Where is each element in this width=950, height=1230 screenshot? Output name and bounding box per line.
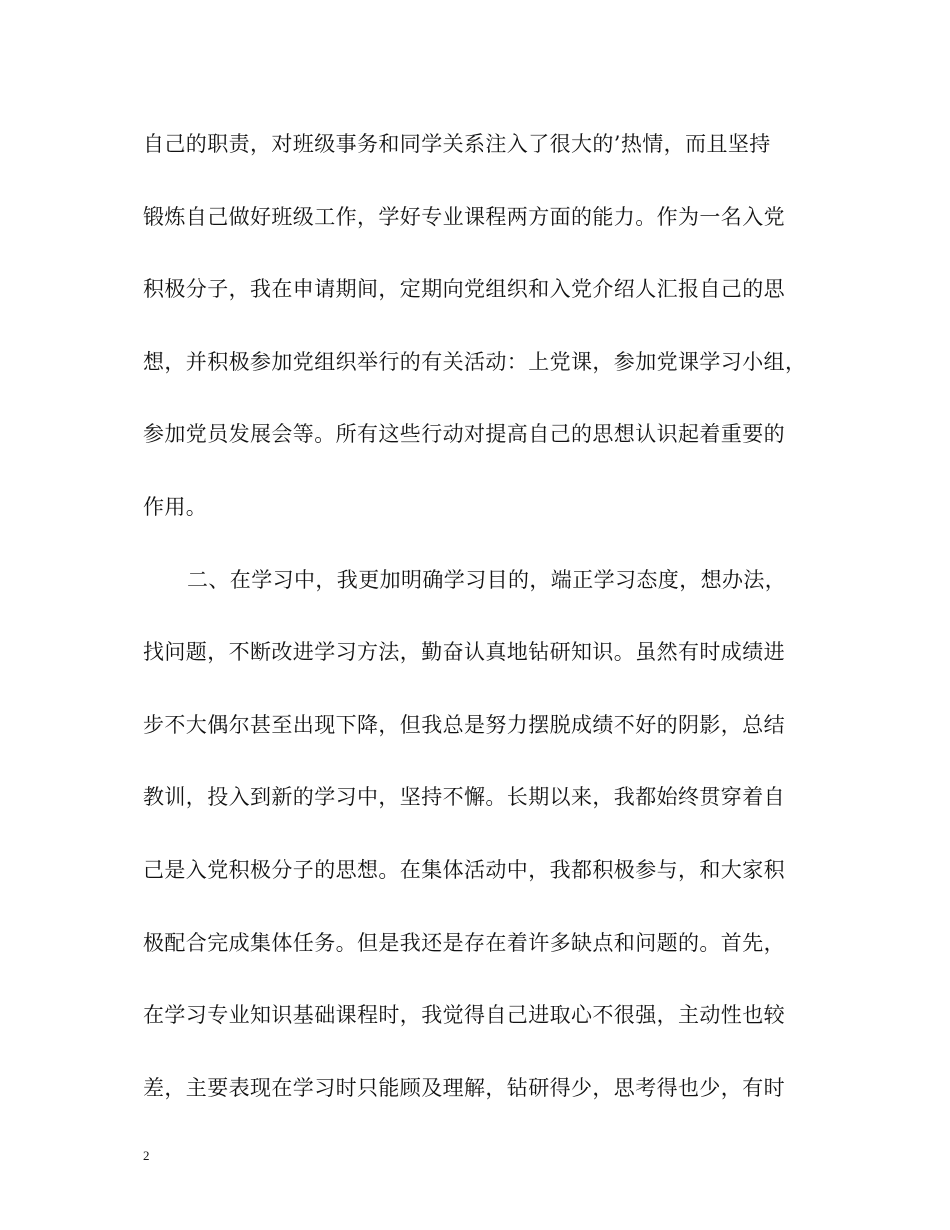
text-line: 想，并积极参加党组织举行的有关活动：上党课，参加党课学习小组， [143,349,807,374]
text-line: 参加党员发展会等。所有这些行动对提高自己的思想认识起着重要的 [143,422,785,447]
text-line: 锻炼自己做好班级工作，学好专业课程两方面的能力。作为一名入党 [143,204,785,229]
text-line: 在学习专业知识基础课程时，我觉得自己进取心不很强，主动性也较 [143,1003,785,1028]
body-text [143,124,823,1140]
page-number: 2 [143,1148,150,1163]
text-line: 积极分子，我在申请期间，定期向党组织和入党介绍人汇报自己的思 [143,277,785,302]
text-line: 己是入党积极分子的思想。在集体活动中，我都积极参与，和大家积 [143,857,785,882]
paragraph-start-line: 二、在学习中，我更加明确学习目的，端正学习态度，想办法， [187,567,787,592]
text-line: 自己的职责，对班级事务和同学关系注入了很大的’热情，而且坚持 [143,132,771,156]
text-line: 找问题，不断改进学习方法，勤奋认真地钻研知识。虽然有时成绩进 [143,640,785,665]
text-line: 极配合完成集体任务。但是我还是存在着许多缺点和问题的。首先， [143,930,785,955]
text-line: 作用。 [143,494,208,519]
text-line: 差，主要表现在学习时只能顾及理解，钻研得少，思考得也少，有时 [143,1075,785,1100]
text-line: 教训，投入到新的学习中，坚持不懈。长期以来，我都始终贯穿着自 [143,785,785,810]
text-line: 步不大偶尔甚至出现下降，但我总是努力摆脱成绩不好的阴影，总结 [143,712,785,737]
